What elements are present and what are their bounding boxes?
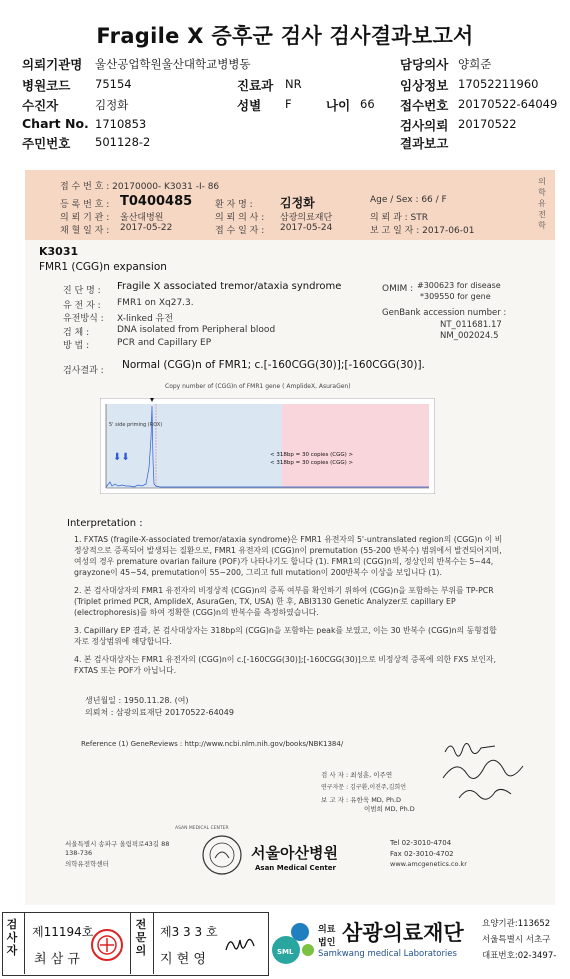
sample-date: 2017-05-22 xyxy=(120,223,173,233)
examiner-name: 최 삼 규 xyxy=(34,952,80,967)
request-label: 검사의뢰 xyxy=(400,118,449,133)
age-sex: Age / Sex : 66 / F xyxy=(370,195,447,205)
institution-label: 의뢰기관명 xyxy=(22,57,83,72)
dept-label: 진료과 xyxy=(237,78,274,93)
doctor-label: 담당의사 xyxy=(400,57,449,72)
sex-value: F xyxy=(285,97,292,111)
dept-value: NR xyxy=(285,77,302,91)
scanned-report xyxy=(25,170,555,905)
genbank-label: GenBank accession number : xyxy=(382,308,507,318)
org-code: 요양기관:113652 xyxy=(482,919,551,929)
page-title: Fragile X 증후군 검사 검사결과보고서 xyxy=(96,24,474,48)
report-doctor-label: 의 뢰 의 사 : xyxy=(215,213,265,223)
result-label: 검사결과 : xyxy=(63,366,104,376)
patient-label: 수진자 xyxy=(22,98,59,113)
omim-label: OMIM : xyxy=(382,284,414,294)
interp-title: Interpretation : xyxy=(67,518,143,529)
requester: 의뢰처 : 삼광의료재단 20170522-64049 xyxy=(85,708,234,717)
sex-label: 성별 xyxy=(237,98,262,113)
interp-item-1: 1. FXTAS (fragile-X-associated tremor/ataxia syndrome)은 FMR1 유전자의 5'-untranslated region의 (CGG)n 이 비정상적으로 증폭되어 발생되는 질환으로, FMR1 유전자의 (CGG)n이 premutation (55-200 반복수) 범위에서 발견되어지며, 여성의 경우 premature ovarian failure (POF)가 나타나기도 합니다 (1). FMR1의 (CGG)n의, 정상인의 반복수는 5~44, grayzone이 45~54, premutation이 55~200, 그리고 full mutation이 200반복수 이상을 보입니다 (1). xyxy=(74,535,503,577)
website: www.amcgenetics.co.kr xyxy=(390,860,467,868)
dx: Fragile X associated tremor/ataxia syndrome xyxy=(117,281,342,292)
genbank2: NM_002024.5 xyxy=(440,331,499,341)
reg-no-label: 등 록 번 호 : xyxy=(60,200,110,210)
rrn-value: 501128-2 xyxy=(95,135,151,149)
receipt-value: 20170522-64049 xyxy=(458,97,558,111)
org-prefix-2: 법인 xyxy=(318,938,336,948)
inherit-label: 유전방식 : xyxy=(63,314,104,324)
chart-note-1: < 318bp = 30 copies (CGG) > xyxy=(270,452,354,458)
hospital-name-en: Asan Medical Center xyxy=(255,864,336,872)
receipt-label: 접수번호 xyxy=(400,98,449,113)
report-doctor: 삼광의료재단 xyxy=(280,213,333,223)
gene: FMR1 on Xq27.3. xyxy=(117,298,194,308)
report-dept: 의 뢰 과 : STR xyxy=(370,213,429,223)
footer-strip xyxy=(0,912,570,979)
institution-value: 울산공업학원울산대학교병병동 xyxy=(95,57,251,71)
hospital-name: 서울아산병원 xyxy=(251,844,338,862)
result-report-label: 결과보고 xyxy=(400,136,449,151)
electropherogram xyxy=(100,398,435,494)
specialist-name: 지 현 영 xyxy=(160,952,206,967)
patient-value: 김정화 xyxy=(95,98,129,112)
interp-item-4: 4. 본 검사대상자는 FMR1 유전자의 (CGG)n이 c.[-160CGG(30)];[-160CGG(30)]으로 비정상적 증폭에 의한 FXS 보인자, FXTAS 또는 POF가 아닙니다. xyxy=(74,655,496,675)
test-code: K3031 xyxy=(39,245,79,258)
staff-3: 보 고 자 : 유한욱 MD, Ph.D xyxy=(321,796,402,804)
address-1: 서울특별시 송파구 올림픽로43길 88 xyxy=(65,840,170,848)
reg-no: T0400485 xyxy=(120,194,193,209)
clinical-label: 임상정보 xyxy=(400,78,449,93)
fax: Fax 02-3010-4702 xyxy=(390,850,454,858)
arrow-marker-icon: ⬇⬇ xyxy=(113,452,130,463)
org-name-en: Samkwang medical Laboratories xyxy=(318,949,457,959)
interp-item-2: 2. 본 검사대상자의 FMR1 유전자의 비정상적 (CGG)n의 증폭 여부를 확인하기 위하여 (CGG)n을 포함하는 부위를 TP-PCR (Triplet primed PCR, AmplideX, AsuraGen, TX, USA) 한 후, ABI3130 Genetic Analyzer로 capillary EP (electrophoresis)를 하여 정확한 (CGG)n의 반복수를 측정하였습니다. xyxy=(74,586,494,617)
chart-no-label: Chart No. xyxy=(22,116,89,131)
result-value: Normal (CGG)n of FMR1; c.[-160CGG(30)];[-160CGG(30)]. xyxy=(122,359,425,371)
examiner-label: 검사자 xyxy=(6,918,18,957)
sml-logo-icon xyxy=(270,920,316,968)
dx-label: 진 단 명 : xyxy=(63,286,101,296)
clinical-value: 17052211960 xyxy=(458,77,539,91)
reference: Reference (1) GeneReviews : http://www.ncbi.nlm.nih.gov/books/NBK1384/ xyxy=(81,740,344,748)
age-label: 나이 xyxy=(326,98,351,113)
gene-label: 유 전 자 : xyxy=(63,301,101,311)
address-2: 138-736 xyxy=(65,849,93,857)
report-receipt-line: 접 수 번 호 : 20170000- K3031 -I- 86 xyxy=(60,182,220,192)
red-stamp-icon xyxy=(90,928,124,962)
report-inst: 울산대병원 xyxy=(120,213,164,223)
staff-1: 검 사 자 : 최성훈, 이주연 xyxy=(321,771,393,779)
hospital-seal-icon xyxy=(201,834,243,876)
chart-note-2: < 318bp = 30 copies (CGG) > xyxy=(270,460,354,466)
org-prefix-1: 의료 xyxy=(318,925,336,935)
report-date: 보 고 일 자 : 2017-06-01 xyxy=(370,226,475,236)
address-3: 의학유전학센터 xyxy=(65,860,109,868)
examiner-no: 제11194호 xyxy=(32,925,94,939)
inherit: X-linked 유전 xyxy=(117,314,174,324)
tel: Tel 02-3010-4704 xyxy=(390,839,452,847)
interpretation xyxy=(74,534,504,683)
staff-2: 연구자문 : 김구환,이진주,김희언 xyxy=(321,784,406,791)
hospital-code-value: 75154 xyxy=(95,77,132,91)
recv-date-label: 접 수 일 자 : xyxy=(215,226,265,236)
rrn-label: 주민번호 xyxy=(22,136,71,151)
omim1: #300623 for disease xyxy=(417,281,501,290)
chart-pink-region xyxy=(282,404,429,488)
doctor-value: 양희준 xyxy=(458,57,492,71)
org-address: 서울특별시 서초구 xyxy=(482,935,551,945)
sml-logo-text: SML xyxy=(277,948,294,956)
method-label: 방 법 : xyxy=(63,341,90,351)
genbank1: NT_011681.17 xyxy=(440,320,502,330)
birth-date: 생년월일 : 1950.11.28. (여) xyxy=(85,696,189,705)
report-patient-label: 환 자 명 : xyxy=(215,200,253,210)
report-patient: 김정화 xyxy=(280,196,315,210)
org-name: 삼광의료재단 xyxy=(342,921,464,945)
seal-text: ASAN MEDICAL CENTER xyxy=(175,826,229,831)
sample-date-label: 채 혈 일 자 : xyxy=(60,226,110,236)
hospital-code-label: 병원코드 xyxy=(22,78,71,93)
specialist-no: 제3 3 3 호 xyxy=(160,925,218,939)
org-tel: 대표번호:02-3497- xyxy=(482,951,557,961)
chart-title: Copy number of (CGG)n of FMR1 gene ( AmplideX, AsuraGen) xyxy=(165,383,351,390)
side-text: 의 학 유 전 학 xyxy=(538,177,546,230)
chart-no-value: 1710853 xyxy=(95,117,147,131)
specimen: DNA isolated from Peripheral blood xyxy=(117,325,276,335)
recv-date: 2017-05-24 xyxy=(280,223,333,233)
chart-annotation: 5' side priming (ROX) xyxy=(109,422,163,428)
specialist-label: 전문의 xyxy=(135,918,147,957)
staff-4: 이범희 MD, Ph.D xyxy=(364,805,415,813)
signatures xyxy=(439,738,529,808)
test-name: FMR1 (CGG)n expansion xyxy=(39,261,167,273)
age-value: 66 xyxy=(360,97,375,111)
specimen-label: 검 체 : xyxy=(63,328,90,338)
method: PCR and Capillary EP xyxy=(117,338,212,348)
report-inst-label: 의 뢰 기 관 : xyxy=(60,213,110,223)
signature-icon xyxy=(222,930,260,960)
omim2: *309550 for gene xyxy=(420,292,491,301)
request-value: 20170522 xyxy=(458,117,517,131)
chart-plot-area xyxy=(106,404,282,488)
interp-item-3: 3. Capillary EP 결과, 본 검사대상자는 318bp의 (CGG)n을 포함하는 peak를 보였고, 이는 30 반복수 (CGG)n의 동형접합자로 정상범위에 해당합니다. xyxy=(74,626,497,646)
